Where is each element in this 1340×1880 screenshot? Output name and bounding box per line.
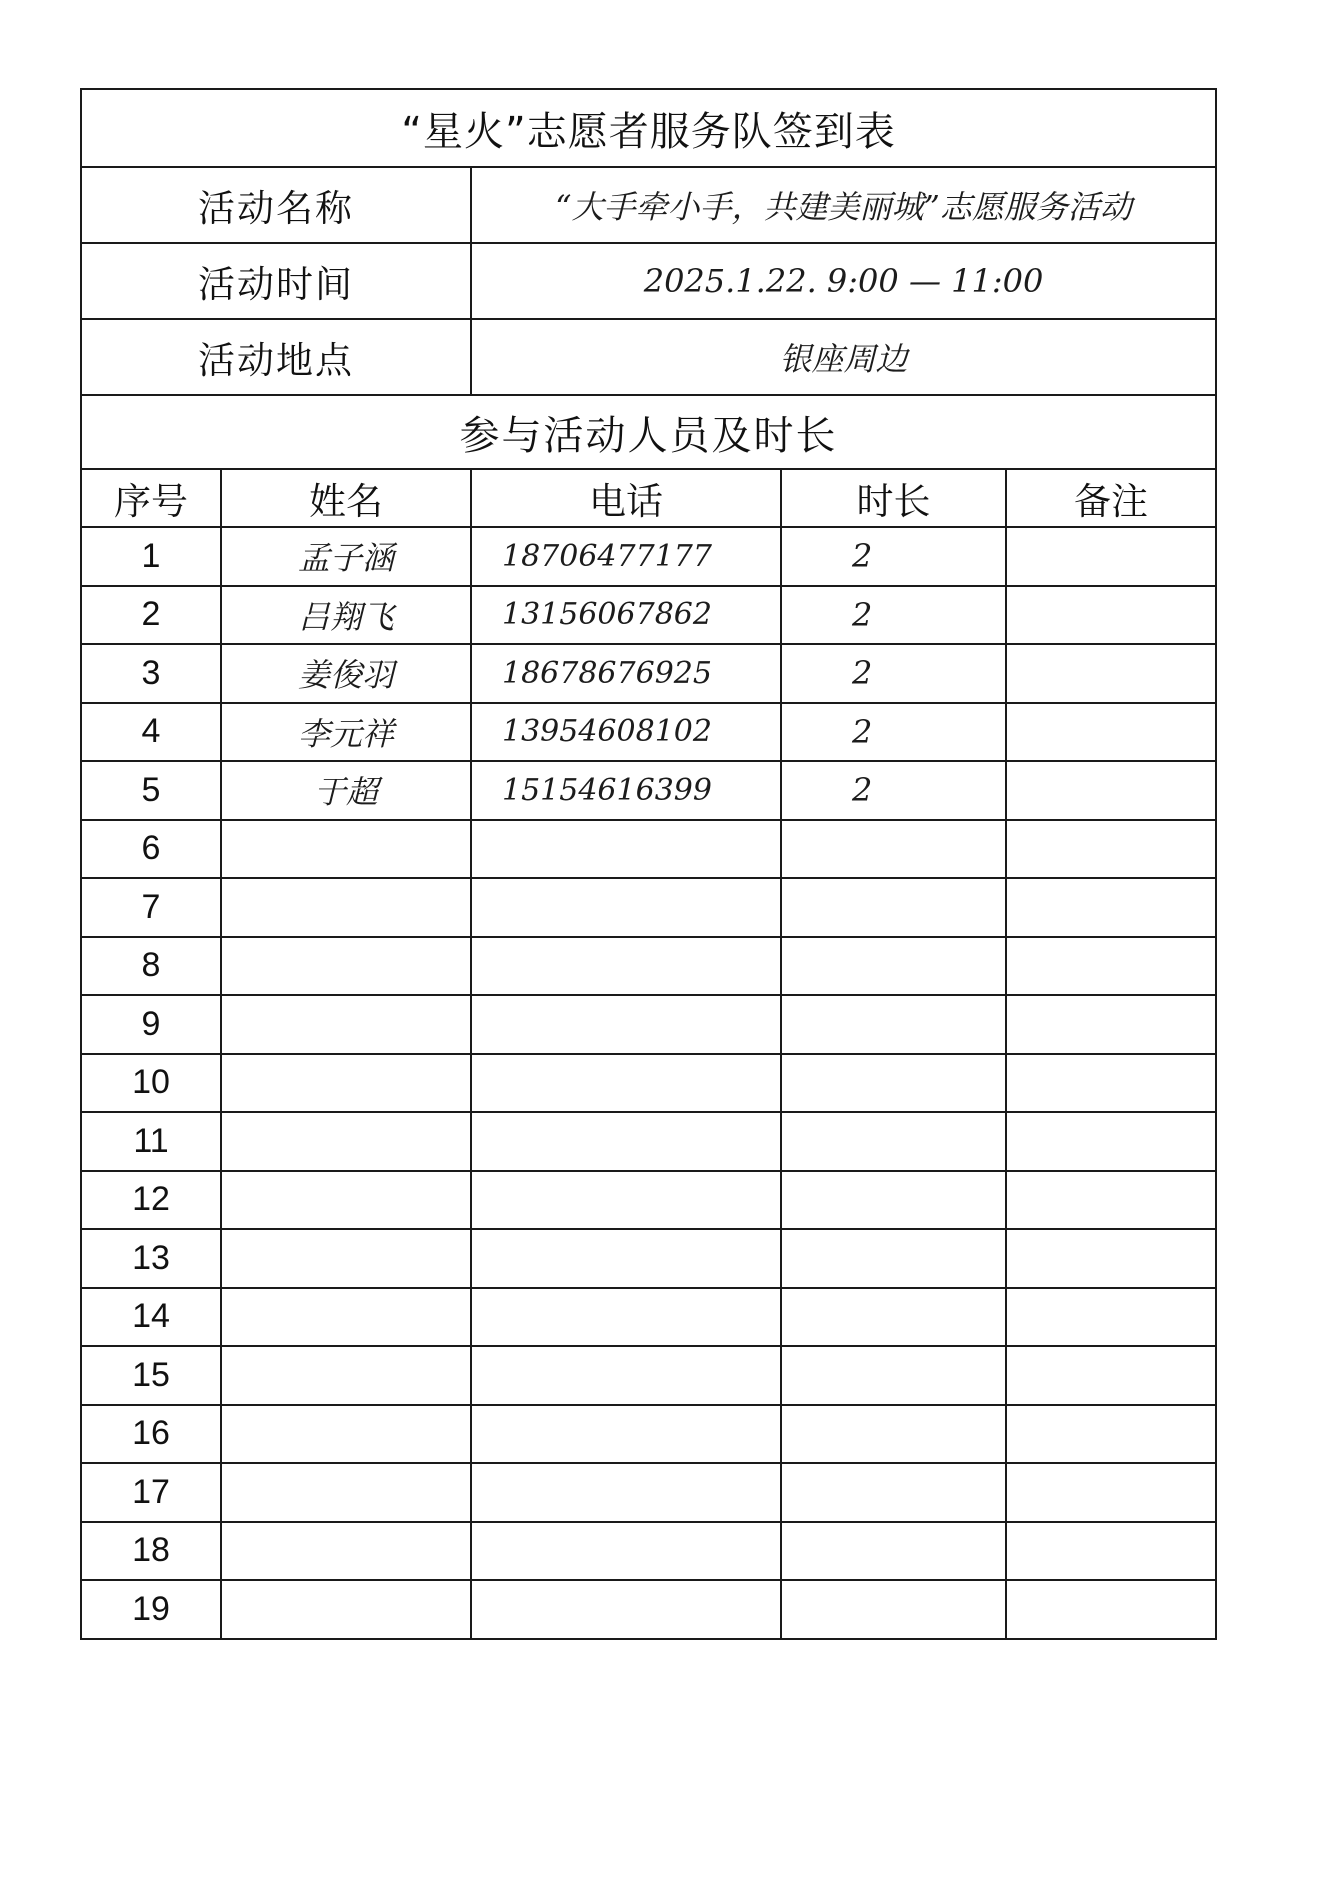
row-remark — [1006, 1405, 1216, 1464]
row-remark — [1006, 761, 1216, 820]
column-header-name: 姓名 — [221, 469, 471, 527]
row-name — [221, 1054, 471, 1113]
row-hours — [781, 995, 1006, 1054]
row-hours: 2 — [781, 527, 1006, 586]
activity-name-value: “大手牵小手，共建美丽城”志愿服务活动 — [471, 167, 1216, 243]
row-seq: 13 — [81, 1229, 221, 1288]
row-remark — [1006, 644, 1216, 703]
row-phone — [471, 1463, 781, 1522]
table-row — [81, 937, 1216, 996]
row-remark — [1006, 820, 1216, 879]
row-hours — [781, 878, 1006, 937]
row-name: 于超 — [221, 761, 471, 820]
activity-time-value: 2025.1.22. 9:00 — 11:00 — [471, 243, 1216, 319]
row-hours — [781, 1229, 1006, 1288]
participants-section-title: 参与活动人员及时长 — [81, 395, 1216, 469]
row-name: 吕翔飞 — [221, 586, 471, 645]
row-hours — [781, 1405, 1006, 1464]
table-row — [81, 878, 1216, 937]
row-hours: 2 — [781, 703, 1006, 762]
activity-time-label: 活动时间 — [81, 243, 471, 319]
row-seq: 6 — [81, 820, 221, 879]
row-phone: 18706477177 — [471, 527, 781, 586]
column-header-hours: 时长 — [781, 469, 1006, 527]
row-phone — [471, 1580, 781, 1639]
table-row — [81, 644, 1216, 703]
row-remark — [1006, 1522, 1216, 1581]
table-row — [81, 1054, 1216, 1113]
row-phone: 13954608102 — [471, 703, 781, 762]
row-remark — [1006, 1171, 1216, 1230]
row-remark — [1006, 1112, 1216, 1171]
row-phone — [471, 1054, 781, 1113]
row-hours: 2 — [781, 761, 1006, 820]
row-hours — [781, 820, 1006, 879]
row-name — [221, 1346, 471, 1405]
row-seq: 9 — [81, 995, 221, 1054]
row-name: 姜俊羽 — [221, 644, 471, 703]
row-remark — [1006, 995, 1216, 1054]
row-seq: 12 — [81, 1171, 221, 1230]
row-hours — [781, 1580, 1006, 1639]
table-row — [81, 1112, 1216, 1171]
row-seq: 8 — [81, 937, 221, 996]
row-hours — [781, 1112, 1006, 1171]
row-hours — [781, 1171, 1006, 1230]
row-hours — [781, 937, 1006, 996]
row-seq: 15 — [81, 1346, 221, 1405]
row-phone — [471, 1522, 781, 1581]
row-seq: 18 — [81, 1522, 221, 1581]
row-phone: 13156067862 — [471, 586, 781, 645]
row-name — [221, 1463, 471, 1522]
row-remark — [1006, 1463, 1216, 1522]
table-row — [81, 1229, 1216, 1288]
table-row — [81, 1346, 1216, 1405]
row-remark — [1006, 527, 1216, 586]
table-row — [81, 586, 1216, 645]
row-seq: 16 — [81, 1405, 221, 1464]
table-row — [81, 820, 1216, 879]
row-phone — [471, 820, 781, 879]
table-row — [81, 527, 1216, 586]
column-header-remark: 备注 — [1006, 469, 1216, 527]
row-remark — [1006, 1054, 1216, 1113]
row-name: 李元祥 — [221, 703, 471, 762]
table-row — [81, 995, 1216, 1054]
row-phone: 18678676925 — [471, 644, 781, 703]
table-row — [81, 1288, 1216, 1347]
row-name — [221, 995, 471, 1054]
row-hours — [781, 1346, 1006, 1405]
column-header-phone: 电话 — [471, 469, 781, 527]
row-phone — [471, 1288, 781, 1347]
row-phone: 15154616399 — [471, 761, 781, 820]
row-phone — [471, 1229, 781, 1288]
row-name — [221, 937, 471, 996]
row-name — [221, 1288, 471, 1347]
row-seq: 10 — [81, 1054, 221, 1113]
table-row — [81, 703, 1216, 762]
row-seq: 14 — [81, 1288, 221, 1347]
table-row — [81, 1171, 1216, 1230]
row-phone — [471, 1112, 781, 1171]
row-remark — [1006, 1346, 1216, 1405]
activity-place-label: 活动地点 — [81, 319, 471, 395]
table-row — [81, 1405, 1216, 1464]
row-name — [221, 1580, 471, 1639]
table-row — [81, 761, 1216, 820]
row-seq: 4 — [81, 703, 221, 762]
row-phone — [471, 937, 781, 996]
row-seq: 2 — [81, 586, 221, 645]
row-hours — [781, 1463, 1006, 1522]
row-name — [221, 1229, 471, 1288]
table-row — [81, 1580, 1216, 1639]
row-name — [221, 878, 471, 937]
row-name — [221, 1171, 471, 1230]
row-name — [221, 1405, 471, 1464]
row-seq: 3 — [81, 644, 221, 703]
activity-name-label: 活动名称 — [81, 167, 471, 243]
sign-in-sheet — [80, 88, 1217, 1640]
column-header-seq: 序号 — [81, 469, 221, 527]
row-name — [221, 820, 471, 879]
row-remark — [1006, 1580, 1216, 1639]
row-name — [221, 1112, 471, 1171]
row-phone — [471, 1346, 781, 1405]
row-phone — [471, 1405, 781, 1464]
row-hours — [781, 1288, 1006, 1347]
row-remark — [1006, 586, 1216, 645]
row-phone — [471, 995, 781, 1054]
activity-place-value: 银座周边 — [471, 319, 1216, 395]
row-name: 孟子涵 — [221, 527, 471, 586]
row-seq: 7 — [81, 878, 221, 937]
row-hours — [781, 1054, 1006, 1113]
sheet-title: “星火”志愿者服务队签到表 — [81, 89, 1216, 167]
table-row — [81, 1463, 1216, 1522]
row-remark — [1006, 1288, 1216, 1347]
row-remark — [1006, 937, 1216, 996]
row-hours: 2 — [781, 586, 1006, 645]
row-seq: 19 — [81, 1580, 221, 1639]
row-name — [221, 1522, 471, 1581]
row-phone — [471, 878, 781, 937]
row-seq: 1 — [81, 527, 221, 586]
row-remark — [1006, 703, 1216, 762]
row-seq: 5 — [81, 761, 221, 820]
table-row — [81, 1522, 1216, 1581]
row-remark — [1006, 878, 1216, 937]
row-phone — [471, 1171, 781, 1230]
row-remark — [1006, 1229, 1216, 1288]
row-hours: 2 — [781, 644, 1006, 703]
row-hours — [781, 1522, 1006, 1581]
row-seq: 17 — [81, 1463, 221, 1522]
row-seq: 11 — [81, 1112, 221, 1171]
